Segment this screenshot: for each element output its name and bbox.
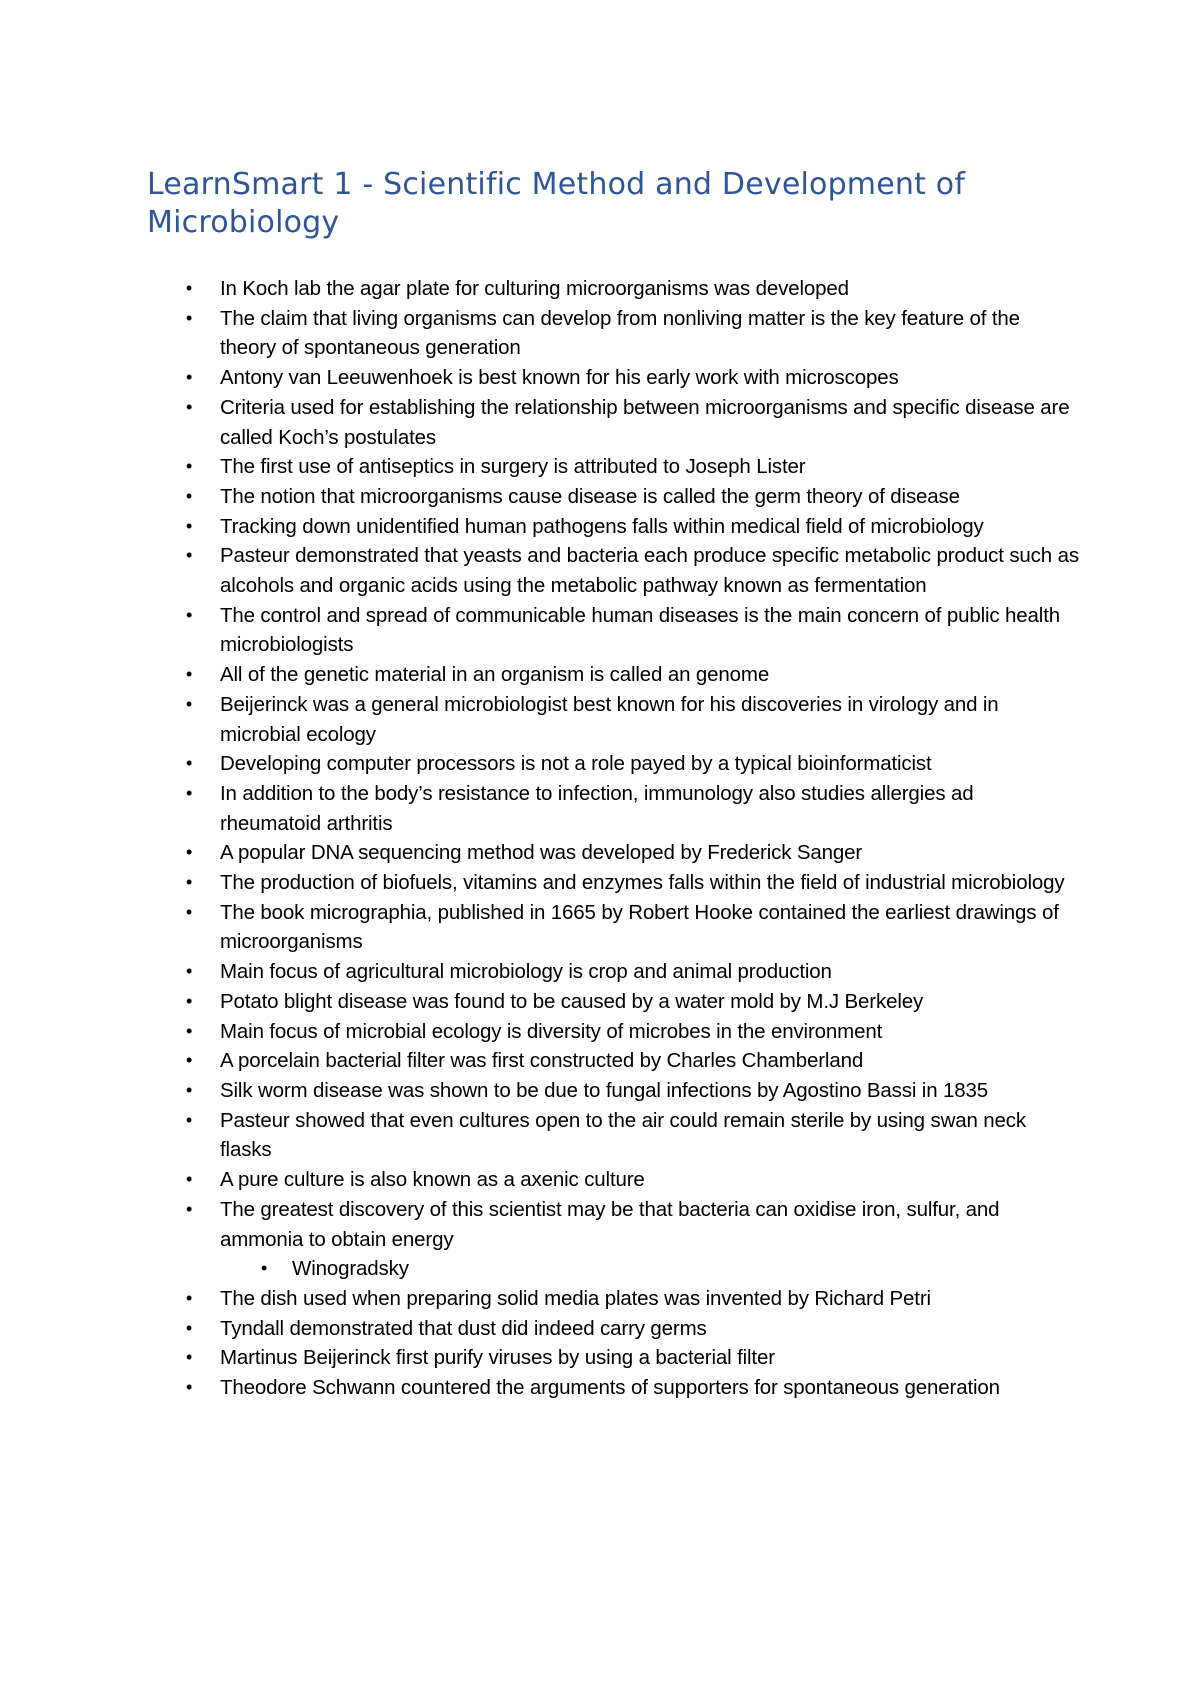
list-item: • The claim that living organisms can develop from nonliving matter is the key feature of the theory of spontaneous generation bbox=[0, 304, 1080, 363]
list-item: • The dish used when preparing solid media plates was invented by Richard Petri bbox=[0, 1284, 1080, 1314]
list-item: • In addition to the body’s resistance to infection, immunology also studies allergies ad rheumatoid arthritis bbox=[0, 779, 1080, 838]
list-item: • Developing computer processors is not a role payed by a typical bioinformaticist bbox=[0, 749, 1080, 779]
list-item: • Beijerinck was a general microbiologist best known for his discoveries in virology and in microbial ecology bbox=[0, 690, 1080, 749]
list-item: • Antony van Leeuwenhoek is best known for his early work with microscopes bbox=[0, 363, 1080, 393]
list-item: • The notion that microorganisms cause disease is called the germ theory of disease bbox=[0, 482, 1080, 512]
list-item: • The book micrographia, published in 1665 by Robert Hooke contained the earliest drawings of microorganisms bbox=[0, 898, 1080, 957]
list-item: • Pasteur demonstrated that yeasts and bacteria each produce specific metabolic product such as alcohols and organic acids using the metabolic pathway known as fermentation bbox=[0, 541, 1080, 600]
list-item: • Criteria used for establishing the relationship between microorganisms and specific disease are called Koch’s postulates bbox=[0, 393, 1080, 452]
list-item: • Theodore Schwann countered the arguments of supporters for spontaneous generation bbox=[0, 1373, 1080, 1403]
list-item: • Pasteur showed that even cultures open to the air could remain sterile by using swan neck flasks bbox=[0, 1106, 1080, 1165]
list-item: • All of the genetic material in an organism is called an genome bbox=[0, 660, 1080, 690]
page-title: LearnSmart 1 - Scientific Method and Development of Microbiology bbox=[147, 167, 966, 240]
list-item: • Tyndall demonstrated that dust did indeed carry germs bbox=[0, 1314, 1080, 1344]
sub-list-item: • Winogradsky bbox=[0, 1254, 992, 1284]
list-item: • In Koch lab the agar plate for culturing microorganisms was developed bbox=[0, 274, 1080, 304]
list-item: • A pure culture is also known as a axenic culture bbox=[0, 1165, 1080, 1195]
list-item: • The greatest discovery of this scientist may be that bacteria can oxidise iron, sulfur, and ammonia to obtain energy bbox=[0, 1195, 1080, 1254]
list-item: • The production of biofuels, vitamins and enzymes falls within the field of industrial microbiology bbox=[0, 868, 1080, 898]
list-item: • The first use of antiseptics in surgery is attributed to Joseph Lister bbox=[0, 452, 1080, 482]
bullet-list bbox=[0, 274, 1200, 1403]
list-item: • Martinus Beijerinck first purify viruses by using a bacterial filter bbox=[0, 1343, 1080, 1373]
list-item: • A porcelain bacterial filter was first constructed by Charles Chamberland bbox=[0, 1046, 1080, 1076]
list-item: • A popular DNA sequencing method was developed by Frederick Sanger bbox=[0, 838, 1080, 868]
list-item: • Tracking down unidentified human pathogens falls within medical field of microbiology bbox=[0, 512, 1080, 542]
list-item: • Main focus of agricultural microbiology is crop and animal production bbox=[0, 957, 1080, 987]
list-item: • Potato blight disease was found to be caused by a water mold by M.J Berkeley bbox=[0, 987, 1080, 1017]
list-item: • Main focus of microbial ecology is diversity of microbes in the environment bbox=[0, 1017, 1080, 1047]
list-item: • The control and spread of communicable human diseases is the main concern of public health microbiologists bbox=[0, 601, 1080, 660]
list-item: • Silk worm disease was shown to be due to fungal infections by Agostino Bassi in 1835 bbox=[0, 1076, 1080, 1106]
